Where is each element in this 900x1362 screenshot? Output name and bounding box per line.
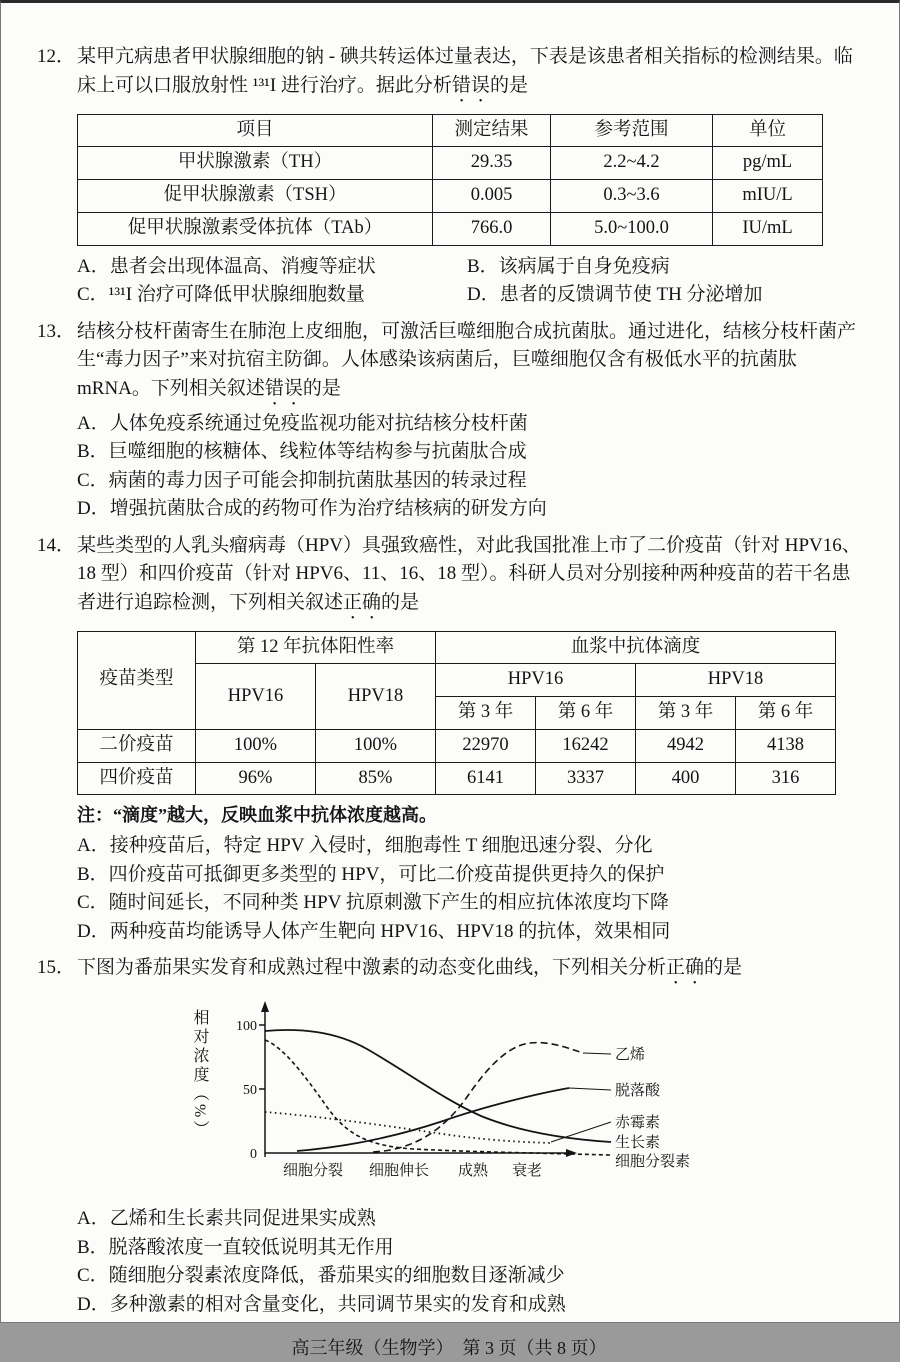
header-cell-vaccine-type: 疫苗类型 bbox=[78, 631, 196, 729]
stage-cell-division: 细胞分裂 bbox=[282, 1163, 344, 1180]
stage-ripening: 成熟 bbox=[457, 1163, 489, 1180]
abscisic-leader-line bbox=[569, 1088, 611, 1090]
label-cytokinin: 细胞分裂素 bbox=[615, 1154, 691, 1171]
q12-option-a: A．患者会出现体温高、消瘦等症状 bbox=[77, 255, 376, 277]
cell: 29.35 bbox=[433, 147, 551, 180]
curve-labels bbox=[615, 1045, 690, 1170]
q13-option-a: A．人体免疫系统通过免疫监视功能对抗结核分枝杆菌 bbox=[77, 412, 528, 434]
cell: 6141 bbox=[436, 762, 536, 795]
header-cell-titer: 血浆中抗体滴度 bbox=[436, 631, 836, 664]
cell: 100% bbox=[316, 729, 436, 762]
q12-option-b: B．该病属于自身免疫病 bbox=[467, 255, 670, 277]
label-gibberellin: 赤霉素 bbox=[615, 1115, 661, 1132]
q15-option-b: B．脱落酸浓度一直较低说明其无作用 bbox=[77, 1236, 394, 1258]
cell: 3337 bbox=[536, 762, 636, 795]
cell: IU/mL bbox=[713, 212, 823, 245]
q13-stem-text: 结核分枝杆菌寄生在肺泡上皮细胞，可激活巨噬细胞合成抗菌肽。通过进化，结核分枝杆菌产生“毒力因子”来对抗宿主防御。人体感染该病菌后，巨噬细胞仅含有极低水平的抗菌肽 mRNA。下列相关叙述 bbox=[77, 320, 857, 399]
q12-option-d: D．患者的反馈调节使 TH 分泌增加 bbox=[467, 284, 763, 305]
cell: 0.3~3.6 bbox=[551, 180, 713, 213]
q15-option-c: C．随细胞分裂素浓度降低，番茄果实的细胞数目逐渐减少 bbox=[77, 1265, 565, 1287]
label-ethylene: 乙烯 bbox=[615, 1047, 646, 1064]
table-row bbox=[78, 762, 836, 795]
q15-stem-tail: 的是 bbox=[704, 957, 743, 979]
cell: 316 bbox=[736, 762, 836, 795]
cell: 85% bbox=[316, 762, 436, 795]
cell: 400 bbox=[636, 762, 736, 795]
q14-table-note: 注：“滴度”越大，反映血浆中抗体浓度越高。 bbox=[77, 805, 437, 826]
cell: 甲状腺激素（TH） bbox=[78, 147, 433, 180]
subheader-hpv16: HPV16 bbox=[196, 664, 316, 730]
q15-hormone-chart bbox=[187, 995, 807, 1203]
header-cell: 测定结果 bbox=[433, 114, 551, 147]
header-cell-positive-rate: 第 12 年抗体阳性率 bbox=[196, 631, 436, 664]
q14-option-d: D．两种疫苗均能诱导人体产生靶向 HPV16、HPV18 的抗体，效果相同 bbox=[77, 920, 671, 942]
header-cell: 单位 bbox=[713, 114, 823, 147]
q14-stem-emphasis: 正确 bbox=[343, 591, 382, 613]
table-header-row bbox=[78, 631, 836, 664]
q13-stem-emphasis: 错误 bbox=[264, 377, 303, 399]
curve-auxin bbox=[265, 1030, 611, 1142]
q12-stem-tail: 的是 bbox=[489, 74, 528, 96]
cell: 4138 bbox=[736, 729, 836, 762]
question-14 bbox=[37, 532, 861, 947]
q15-stem-emphasis: 正确 bbox=[666, 957, 705, 979]
cell: 22970 bbox=[436, 729, 536, 762]
question-12 bbox=[37, 43, 861, 310]
y-tick-label-50: 50 bbox=[243, 1083, 257, 1099]
q12-options bbox=[37, 253, 861, 310]
q12-option-c: C．¹³¹I 治疗可降低甲状腺细胞数量 bbox=[77, 284, 365, 305]
subheader-titer-hpv16: HPV16 bbox=[436, 664, 636, 697]
stage-cell-elongation: 细胞伸长 bbox=[368, 1163, 430, 1180]
q15-stem-text: 下图为番茄果实发育和成熟过程中激素的动态变化曲线，下列相关分析 bbox=[77, 957, 667, 979]
q14-option-b: B．四价疫苗可抵御更多类型的 HPV，可比二价疫苗提供更持久的保护 bbox=[77, 863, 665, 885]
cell: 四价疫苗 bbox=[78, 762, 196, 795]
cell: 5.0~100.0 bbox=[551, 212, 713, 245]
y-tick-label-0: 0 bbox=[250, 1147, 257, 1163]
chart-y-axis-label: 相对浓度（%） bbox=[191, 1009, 208, 1140]
q13-stem bbox=[37, 318, 861, 410]
y-axis-arrow-icon bbox=[261, 1001, 269, 1012]
subheader-hpv18: HPV18 bbox=[316, 664, 436, 730]
q15-stem bbox=[37, 954, 861, 989]
cell: 促甲状腺激素（TSH） bbox=[78, 180, 433, 213]
q13-option-b: B．巨噬细胞的核糖体、线粒体等结构参与抗菌肽合成 bbox=[77, 441, 527, 462]
cell: 766.0 bbox=[433, 212, 551, 245]
label-abscisic: 脱落酸 bbox=[615, 1083, 661, 1100]
q12-number: 12． bbox=[37, 46, 76, 67]
label-leader-lines bbox=[551, 1053, 611, 1142]
ethylene-leader-line bbox=[583, 1053, 611, 1054]
q14-stem-tail: 的是 bbox=[381, 591, 420, 613]
q13-number: 13． bbox=[37, 320, 76, 342]
q15-number: 15． bbox=[37, 957, 76, 979]
y-tick-labels bbox=[236, 1019, 257, 1162]
hormone-curves-svg bbox=[215, 995, 775, 1195]
table-row bbox=[78, 147, 823, 180]
table-row bbox=[78, 729, 836, 762]
question-15 bbox=[37, 954, 861, 1319]
q12-stem-emphasis: 错误 bbox=[451, 74, 490, 96]
q14-vaccine-table bbox=[77, 631, 836, 796]
x-axis-arrow-icon bbox=[566, 1149, 577, 1157]
q15-option-d: D．多种激素的相对含量变化，共同调节果实的发育和成熟 bbox=[77, 1293, 566, 1315]
cell: 2.2~4.2 bbox=[551, 147, 713, 180]
cell: pg/mL bbox=[713, 147, 823, 180]
y-tick-label-100: 100 bbox=[236, 1019, 257, 1035]
label-auxin: 生长素 bbox=[615, 1135, 661, 1152]
q13-option-c: C．病菌的毒力因子可能会抑制抗菌肽基因的转录过程 bbox=[77, 469, 527, 491]
q14-stem bbox=[37, 532, 861, 624]
q14-option-a: A．接种疫苗后，特定 HPV 入侵时，细胞毒性 T 细胞迅速分裂、分化 bbox=[77, 835, 653, 857]
q14-stem-text: 某些类型的人乳头瘤病毒（HPV）具强致癌性，对此我国批准上市了二价疫苗（针对 HPV16、18 型）和四价疫苗（针对 HPV6、11、16、18 型）。科研人员对分别接种两种疫苗的若干名患者进行追踪检测，下列相关叙述 bbox=[77, 534, 861, 613]
cell: 96% bbox=[196, 762, 316, 795]
q13-option-d: D．增强抗菌肽合成的药物可作为治疗结核病的研发方向 bbox=[77, 498, 547, 519]
q15-option-a: A．乙烯和生长素共同促进果实成熟 bbox=[77, 1208, 376, 1230]
cell: 0.005 bbox=[433, 180, 551, 213]
cell: 16242 bbox=[536, 729, 636, 762]
q14-number: 14． bbox=[37, 534, 76, 556]
cell: 4942 bbox=[636, 729, 736, 762]
q13-stem-tail: 的是 bbox=[302, 377, 341, 399]
stage-labels bbox=[283, 1161, 542, 1179]
question-13 bbox=[37, 318, 861, 524]
table-row bbox=[78, 212, 823, 245]
stage-senescence: 衰老 bbox=[511, 1163, 543, 1180]
curve-gibberellin bbox=[265, 1112, 551, 1143]
page-footer: 高三年级（生物学） 第 3 页（共 8 页） bbox=[291, 1338, 607, 1359]
cell: 二价疫苗 bbox=[78, 729, 196, 762]
curve-cytokinin bbox=[265, 1040, 610, 1155]
year-cell: 第 6 年 bbox=[536, 697, 636, 730]
header-cell: 参考范围 bbox=[551, 114, 713, 147]
q12-test-results-table bbox=[77, 114, 823, 246]
header-cell: 项目 bbox=[78, 114, 433, 147]
table-header-row bbox=[78, 114, 823, 147]
year-cell: 第 6 年 bbox=[736, 697, 836, 730]
hormone-curves bbox=[265, 1030, 611, 1155]
cell: mIU/L bbox=[713, 180, 823, 213]
cell: 100% bbox=[196, 729, 316, 762]
year-cell: 第 3 年 bbox=[636, 697, 736, 730]
table-row bbox=[78, 180, 823, 213]
q14-option-c: C．随时间延长，不同种类 HPV 抗原刺激下产生的相应抗体浓度均下降 bbox=[77, 892, 669, 914]
year-cell: 第 3 年 bbox=[436, 697, 536, 730]
q12-stem-text: 某甲亢病患者甲状腺细胞的钠 - 碘共转运体过量表达，下表是该患者相关指标的检测结果。临床上可以口服放射性 ¹³¹I 进行治疗。据此分析 bbox=[77, 46, 853, 96]
q12-stem bbox=[37, 43, 861, 107]
subheader-titer-hpv18: HPV18 bbox=[636, 664, 836, 697]
cell: 促甲状腺激素受体抗体（TAb） bbox=[78, 212, 433, 245]
